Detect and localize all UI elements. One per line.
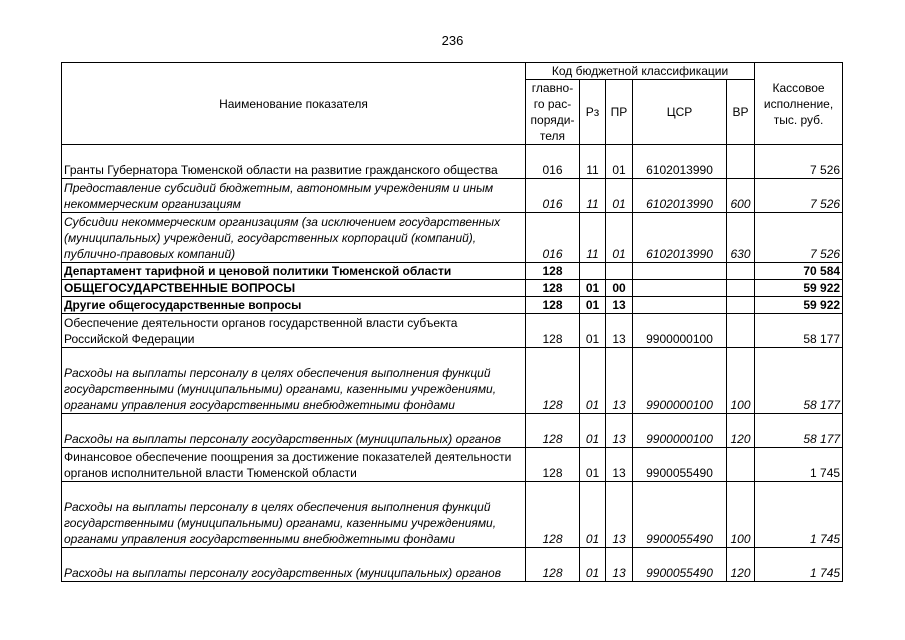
row-name: Расходы на выплаты персоналу государственных (муниципальных) органов: [62, 548, 526, 582]
row-name: Финансовое обеспечение поощрения за достижение показателей деятельности органов исполнительной власти Тюменской области: [62, 448, 526, 482]
row-vr: [727, 145, 755, 179]
row-csr: 6102013990: [633, 213, 727, 263]
row-name: Предоставление субсидий бюджетным, автономным учреждениям и иным некоммерческим организациям: [62, 179, 526, 213]
row-sum: 70 584: [755, 263, 843, 280]
row-sum: 7 526: [755, 145, 843, 179]
row-sum: 58 177: [755, 348, 843, 414]
row-sum: 1 745: [755, 482, 843, 548]
row-glavn: 128: [526, 348, 580, 414]
page-number: 236: [441, 33, 464, 48]
table-row: [62, 145, 843, 179]
header-total: Кассовое исполнение, тыс. руб.: [755, 63, 843, 145]
row-pr: 13: [606, 414, 633, 448]
row-vr: 630: [727, 213, 755, 263]
row-rz: 01: [580, 348, 606, 414]
row-pr: 13: [606, 448, 633, 482]
row-pr: [606, 263, 633, 280]
row-vr: 100: [727, 348, 755, 414]
row-glavn: 016: [526, 145, 580, 179]
row-sum: 1 745: [755, 448, 843, 482]
header-vr: ВР: [727, 80, 755, 145]
table-row: [62, 280, 843, 297]
header-csr: ЦСР: [633, 80, 727, 145]
row-vr: 100: [727, 482, 755, 548]
row-glavn: 128: [526, 414, 580, 448]
table-row: [62, 348, 843, 414]
header-pr: ПР: [606, 80, 633, 145]
row-name: Расходы на выплаты персоналу в целях обеспечения выполнения функций государственными (муниципальными) органами, казенными учреждениями, органами управления государственными внебюджетными фондами: [62, 348, 526, 414]
budget-table: [61, 62, 843, 582]
row-name: Департамент тарифной и ценовой политики Тюменской области: [62, 263, 526, 280]
header-group: Код бюджетной классификации: [526, 63, 755, 80]
row-pr: 01: [606, 213, 633, 263]
row-vr: 120: [727, 548, 755, 582]
row-sum: 1 745: [755, 548, 843, 582]
row-csr: 9900000100: [633, 348, 727, 414]
row-rz: 11: [580, 145, 606, 179]
row-sum: 59 922: [755, 280, 843, 297]
row-rz: 01: [580, 314, 606, 348]
row-name: Расходы на выплаты персоналу государственных (муниципальных) органов: [62, 414, 526, 448]
row-pr: 01: [606, 145, 633, 179]
row-sum: 7 526: [755, 213, 843, 263]
row-vr: [727, 448, 755, 482]
row-csr: 9900000100: [633, 414, 727, 448]
table-row: [62, 263, 843, 280]
row-glavn: 016: [526, 179, 580, 213]
row-name: Обеспечение деятельности органов государственной власти субъекта Российской Федерации: [62, 314, 526, 348]
row-pr: 13: [606, 314, 633, 348]
row-name: Субсидии некоммерческим организациям (за исключением государственных (муниципальных) учреждений, государственных корпораций (компаний), публично-правовых компаний): [62, 213, 526, 263]
table-row: [62, 179, 843, 213]
row-csr: [633, 263, 727, 280]
row-glavn: 128: [526, 297, 580, 314]
row-sum: 59 922: [755, 297, 843, 314]
row-pr: 01: [606, 179, 633, 213]
row-csr: [633, 280, 727, 297]
header-glavn: главно-го рас-поряди-теля: [526, 80, 580, 145]
row-name: Гранты Губернатора Тюменской области на развитие гражданского общества: [62, 145, 526, 179]
row-vr: 600: [727, 179, 755, 213]
row-pr: 13: [606, 348, 633, 414]
header-name: Наименование показателя: [62, 63, 526, 145]
row-pr: 13: [606, 297, 633, 314]
row-rz: 01: [580, 548, 606, 582]
row-csr: 6102013990: [633, 179, 727, 213]
row-csr: 9900000100: [633, 314, 727, 348]
row-vr: 120: [727, 414, 755, 448]
row-glavn: 016: [526, 213, 580, 263]
row-csr: 9900055490: [633, 448, 727, 482]
row-vr: [727, 280, 755, 297]
row-csr: 9900055490: [633, 482, 727, 548]
row-rz: 01: [580, 414, 606, 448]
row-vr: [727, 297, 755, 314]
row-sum: 58 177: [755, 414, 843, 448]
row-glavn: 128: [526, 280, 580, 297]
header-rz: Рз: [580, 80, 606, 145]
row-csr: 6102013990: [633, 145, 727, 179]
table-row: [62, 414, 843, 448]
row-rz: 11: [580, 179, 606, 213]
row-vr: [727, 263, 755, 280]
row-rz: [580, 263, 606, 280]
row-csr: 9900055490: [633, 548, 727, 582]
row-rz: 11: [580, 213, 606, 263]
row-vr: [727, 314, 755, 348]
row-pr: 13: [606, 482, 633, 548]
row-sum: 58 177: [755, 314, 843, 348]
row-sum: 7 526: [755, 179, 843, 213]
table-row: [62, 448, 843, 482]
row-glavn: 128: [526, 548, 580, 582]
table-row: [62, 482, 843, 548]
row-csr: [633, 297, 727, 314]
row-glavn: 128: [526, 448, 580, 482]
row-pr: 13: [606, 548, 633, 582]
row-name: Расходы на выплаты персоналу в целях обеспечения выполнения функций государственными (муниципальными) органами, казенными учреждениями, органами управления государственными внебюджетными фондами: [62, 482, 526, 548]
table-row: [62, 314, 843, 348]
row-glavn: 128: [526, 263, 580, 280]
table-row: [62, 213, 843, 263]
row-rz: 01: [580, 280, 606, 297]
row-rz: 01: [580, 297, 606, 314]
row-pr: 00: [606, 280, 633, 297]
row-glavn: 128: [526, 314, 580, 348]
row-name: ОБЩЕГОСУДАРСТВЕННЫЕ ВОПРОСЫ: [62, 280, 526, 297]
table-body: [62, 145, 843, 582]
row-rz: 01: [580, 482, 606, 548]
table-row: [62, 297, 843, 314]
row-name: Другие общегосударственные вопросы: [62, 297, 526, 314]
table-row: [62, 548, 843, 582]
row-glavn: 128: [526, 482, 580, 548]
row-rz: 01: [580, 448, 606, 482]
